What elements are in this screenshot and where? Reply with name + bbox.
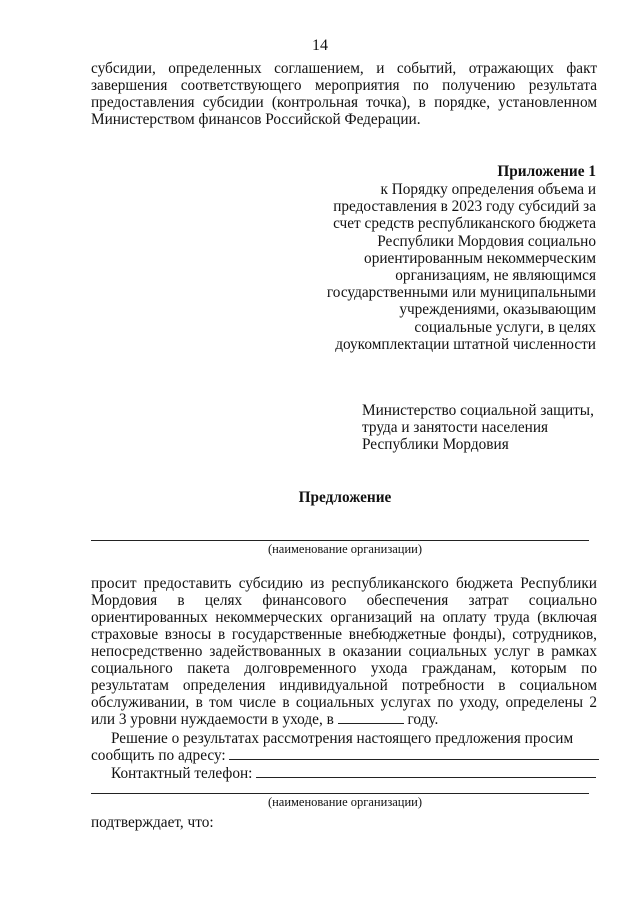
- document-title: Предложение: [298, 489, 392, 506]
- address-line: [91, 747, 597, 764]
- year-blank: [338, 711, 404, 724]
- decision-text-2: сообщить по адресу:: [91, 747, 226, 764]
- decision-text-1: Решение о результатах рассмотрения настоящего предложения просим: [111, 730, 574, 747]
- phone-label: Контактный телефон:: [111, 765, 253, 782]
- year-suffix: году.: [407, 711, 439, 728]
- org-name-line: [91, 540, 589, 541]
- phone-line: [91, 765, 617, 782]
- org-name-line-2: [91, 793, 589, 794]
- addressee-block: Министерство социальной защиты, труда и занятости населения Республики Мордовия: [362, 402, 594, 454]
- intro-paragraph: субсидии, определенных соглашением, и событий, отражающих факт завершения соответствующего мероприятия по получению результата предоставления субсидии (контрольная точка), в порядке, установленном Министерством финансов Российской Федерации.: [91, 60, 597, 128]
- phone-blank: [256, 765, 596, 778]
- request-text: просит предоставить субсидию из республиканского бюджета Республики Мордовия в целях финансового обеспечения затрат социально ориентированных некоммерческих организаций на оплату труда (включая страховые взносы в государственные внебюджетные фонды), сотрудников, непосредственно задействованных в оказании социальных услуг в рамках социального пакета долговременного ухода гражданам, которым по результатам определения индивидуальной потребности в социальном обслуживании, в том числе в социальных услугах по уходу, определены 2 или 3 уровни нуждаемости в уходе, в: [91, 575, 597, 728]
- decision-line: [91, 730, 597, 747]
- appendix-title: Приложение 1: [497, 163, 596, 180]
- address-blank: [229, 747, 599, 760]
- appendix-body: к Порядку определения объема и предоставления в 2023 году субсидий за счет средств республиканского бюджета Республики Мордовия социально ориентированным некоммерческим организациям, не являющимся государственными или муниципальными учреждениями, оказывающим социальные услуги, в целях доукомплектации штатной численности: [326, 181, 596, 353]
- org-name-caption: (наименование организации): [267, 542, 423, 556]
- page-number: 14: [312, 37, 328, 54]
- confirms-line: подтверждает, что:: [91, 814, 214, 831]
- request-paragraph: [91, 575, 597, 728]
- org-name-caption-2: (наименование организации): [267, 795, 423, 809]
